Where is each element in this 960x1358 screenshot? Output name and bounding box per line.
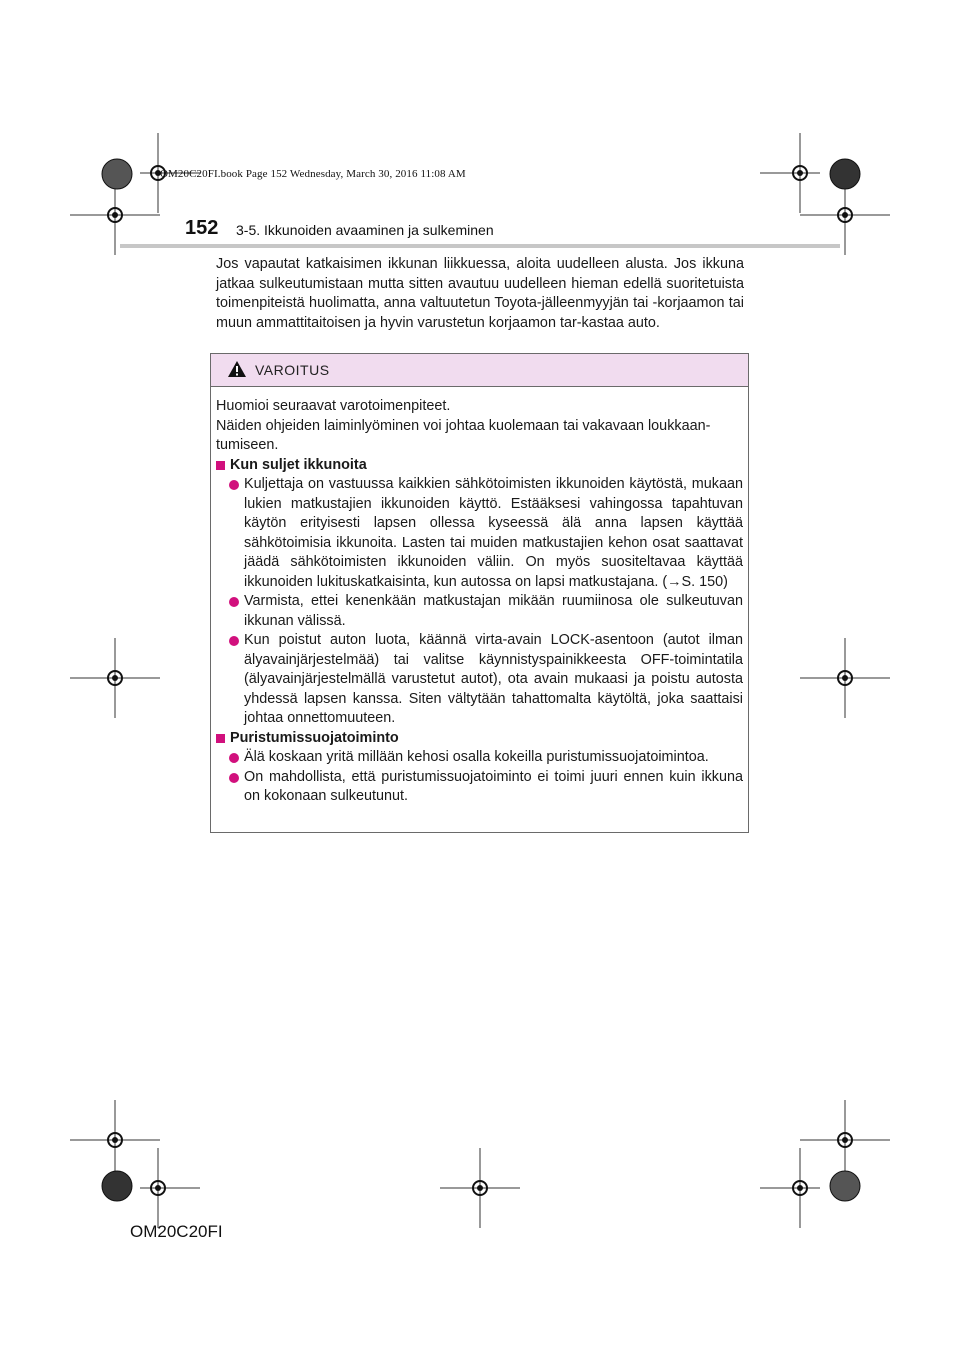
warning-box — [210, 353, 749, 833]
registration-mark-icon — [70, 638, 160, 718]
section-title: 3-5. Ikkunoiden avaaminen ja sulkeminen — [236, 222, 494, 238]
warning-body — [216, 397, 743, 807]
header-rule — [120, 244, 840, 248]
intro-paragraph: Jos vapautat katkaisimen ikkunan liikkuessa, aloita uudelleen alusta. Jos ikkuna jatkaa sulkeutumistaan mutta sitten avautuu uudelleen hieman edellä suoritetuista toimenpiteistä huolimatta, anna valtuutetun Toyota-jälleenmyyjän tai -korjaamon tai muun ammattitaitoisen ja hyvin varustetun korjaamon tar-kastaa auto. — [216, 256, 744, 331]
rosette-icon — [101, 158, 133, 195]
list-item: Kun poistut auton luota, käännä virta-avain LOCK-asentoon (autot ilman älyavainjärjestelmää) tai valitse käynnistyspainikkeesta OFF-toimintatila (älyavainjärjestelmällä varustetut autot), ota avain mukaasi ja poistu autosta yhdessä lapsen kanssa. Siten vältytään tahattomalta käytöltä, joka saattaisi johtaa onnettomuuteen. — [216, 631, 743, 729]
warning-title: VAROITUS — [255, 362, 330, 378]
rosette-icon — [101, 1170, 133, 1207]
registration-mark-icon — [760, 1148, 820, 1228]
round-bullet-icon — [229, 753, 239, 763]
registration-mark-icon — [140, 1148, 200, 1228]
round-bullet-icon — [229, 597, 239, 607]
warning-intro-line2: Näiden ohjeiden laiminlyöminen voi johtaa kuolemaan tai vakavaan loukkaan-tumiseen. — [216, 417, 711, 453]
list-item: Kuljettaja on vastuussa kaikkien sähkötoimisten ikkunoiden käytöstä, mukaan lukien matkustajien ikkunoiden käyttö. Estääksesi vahingossa tapahtuvan käytön erityisesti lapsen ollessa kyseessä älä anna lapsen käyttää sähkötoimisia ikkunoita. Lasten tai muiden matkustajien kehon osat saattavat jäädä sähkötoimisten ikkunoiden väliin. On myös suositeltavaa käyttää ikkunoiden lukituskatkaisinta, kun autossa on lapsi matkustajana. (→S. 150) — [216, 475, 743, 592]
round-bullet-icon — [229, 636, 239, 646]
list-item: Älä koskaan yritä millään kehosi osalla kokeilla puristumissuojatoimintoa. — [216, 748, 743, 768]
registration-mark-icon — [800, 638, 890, 718]
book-info: OM20C20FI.book Page 152 Wednesday, March 30, 2016 11:08 AM — [160, 168, 466, 180]
registration-mark-icon — [440, 1148, 520, 1228]
list-item: Varmista, ettei kenenkään matkustajan mikään ruumiinosa ole sulkeutuvan ikkunan välissä. — [216, 592, 743, 631]
subheading: Kun suljet ikkunoita — [216, 456, 743, 476]
list-item: On mahdollista, että puristumissuojatoiminto ei toimi juuri ennen kuin ikkuna on kokonaan sulkeutunut. — [216, 768, 743, 807]
round-bullet-icon — [229, 773, 239, 783]
round-bullet-icon — [229, 480, 239, 490]
square-bullet-icon — [216, 734, 225, 743]
page-number: 152 — [185, 217, 219, 239]
warning-header — [211, 354, 748, 387]
subheading: Puristumissuojatoiminto — [216, 729, 743, 749]
footer-code: OM20C20FI — [130, 1222, 223, 1241]
warning-triangle-icon — [227, 360, 247, 383]
rosette-icon — [829, 158, 861, 195]
warning-intro-line1: Huomioi seuraavat varotoimenpiteet. — [216, 398, 451, 414]
square-bullet-icon — [216, 461, 225, 470]
rosette-icon — [829, 1170, 861, 1207]
